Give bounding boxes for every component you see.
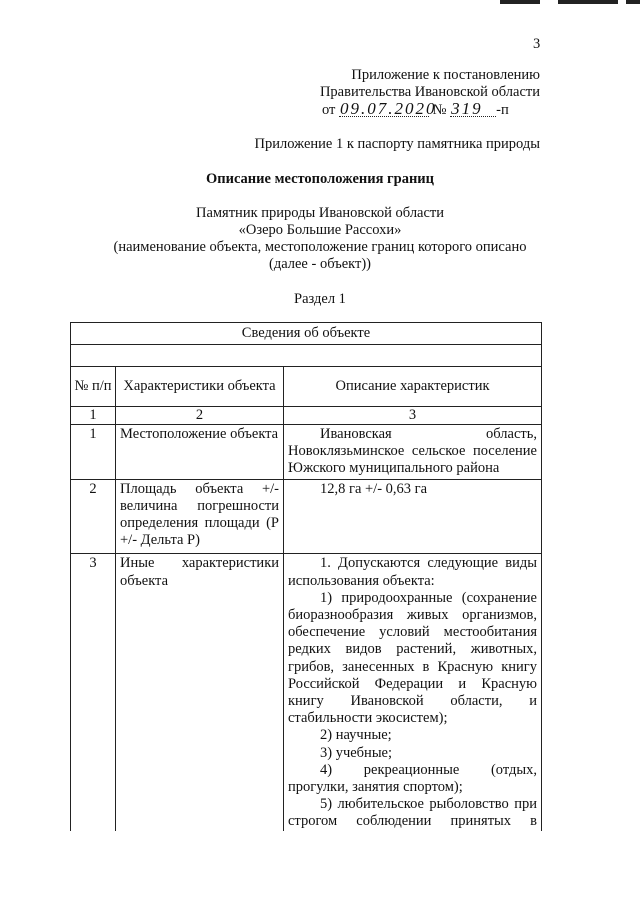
object-line-2: «Озеро Большие Рассохи» — [238, 222, 402, 238]
description-item: 2) научные; — [320, 727, 392, 744]
header-description: Описание характеристик — [284, 367, 542, 407]
row-number: 1 — [71, 425, 116, 480]
table-row — [71, 554, 542, 831]
header-characteristics: Характеристики объекта — [116, 367, 284, 407]
section-heading: Раздел 1 — [294, 291, 346, 307]
row-description — [284, 554, 542, 831]
index-3: 3 — [284, 407, 542, 425]
index-1: 1 — [71, 407, 116, 425]
object-line-4: (далее - объект)) — [268, 256, 371, 272]
table-title: Сведения об объекте — [71, 323, 542, 345]
index-2: 2 — [116, 407, 284, 425]
appendix-title: Приложение 1 к паспорту памятника природы — [254, 136, 540, 152]
number-suffix: -п — [496, 102, 509, 118]
header-num: № п/п — [71, 367, 116, 407]
object-info-table — [70, 322, 542, 831]
description-item: 1. Допускаются следующие виды использования объекта: — [288, 555, 537, 589]
row-characteristic: Площадь объекта +/- величина погрешности определения площади (Р +/- Дельта Р) — [116, 479, 284, 554]
page-number: 3 — [533, 36, 541, 52]
description-item: 4) рекреационные (отдых, прогулки, занятия спортом); — [288, 761, 537, 796]
description-item: 1) природоохранные (сохранение биоразнообразия живых организмов, обеспечение условий местообитания редких видов растений, животных, грибов, занесенных в Красную книгу Российской Федерации и Красную книгу Ивановской области, и стабильности экосистем); — [288, 589, 537, 727]
header-line-2: Правительства Ивановской области — [319, 84, 540, 100]
table-row — [71, 425, 542, 480]
handwritten-date: 09.07.2020 — [340, 99, 437, 118]
object-line-1: Памятник природы Ивановской области — [195, 205, 445, 221]
header-line-1: Приложение к постановлению — [351, 67, 540, 83]
row-characteristic: Местоположение объекта — [116, 425, 284, 480]
table-empty-row — [71, 345, 542, 367]
handwritten-number: 319 — [450, 101, 496, 117]
description-item: 3) учебные; — [320, 744, 393, 761]
number-label: № — [432, 102, 447, 118]
header-date-line — [322, 101, 509, 119]
object-line-3: (наименование объекта, местоположение границ которого описано — [113, 239, 527, 255]
description-item: 5) любительское рыболовство при строгом соблюдении принятых в — [288, 796, 537, 830]
row-characteristic: Иные характеристики объекта — [116, 554, 284, 831]
table-row — [71, 479, 542, 554]
row-description: 12,8 га +/- 0,63 га — [284, 479, 542, 554]
row-description: Ивановская область, Новоклязьминское сельское поселение Южского муниципального района — [284, 425, 542, 480]
from-label: от — [322, 102, 336, 118]
document-title: Описание местоположения границ — [205, 171, 435, 187]
row-number: 2 — [71, 479, 116, 554]
scan-edge-mark — [500, 0, 640, 4]
row-number: 3 — [71, 554, 116, 831]
